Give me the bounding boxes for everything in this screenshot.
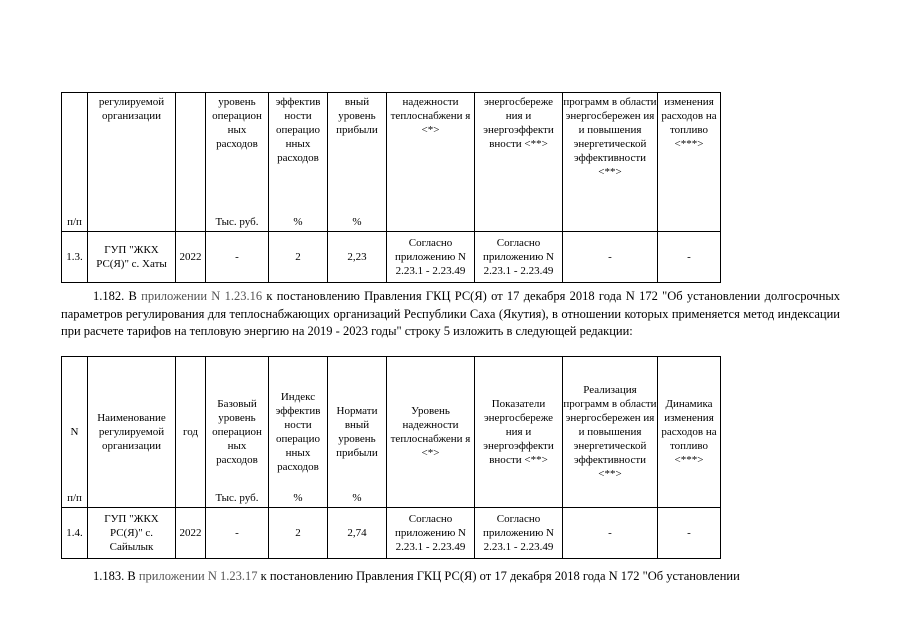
cell-norm: 2,74 bbox=[328, 508, 387, 559]
cell-indicators: Согласно приложению N 2.23.1 - 2.23.49 bbox=[475, 232, 563, 283]
appendix-link[interactable]: приложении N 1.23.16 bbox=[141, 289, 263, 303]
table-row bbox=[62, 508, 721, 559]
header-programs: Реализация программ в области энергосбережен ия и повышения энергетической эффективности <**> bbox=[563, 357, 658, 508]
header-index: Индекс эффектив ности операцио нных расходов % bbox=[269, 357, 328, 508]
header-norm: Нормати вный уровень прибыли % bbox=[328, 357, 387, 508]
header-index: эффектив ности операцио нных расходов % bbox=[269, 93, 328, 232]
cell-index: 2 bbox=[269, 508, 328, 559]
cell-org: ГУП "ЖКХ РС(Я)" с. Сайылык bbox=[88, 508, 176, 559]
cell-reliability: Согласно приложению N 2.23.1 - 2.23.49 bbox=[387, 232, 475, 283]
cell-dynamics: - bbox=[658, 232, 721, 283]
cell-base: - bbox=[206, 508, 269, 559]
amendment-paragraph-1182 bbox=[61, 288, 840, 341]
cell-programs: - bbox=[563, 508, 658, 559]
cell-base: - bbox=[206, 232, 269, 283]
paragraph-prefix: 1.183. В bbox=[93, 569, 136, 583]
cell-dynamics: - bbox=[658, 508, 721, 559]
header-year bbox=[176, 93, 206, 232]
cell-reliability: Согласно приложению N 2.23.1 - 2.23.49 bbox=[387, 508, 475, 559]
amendment-paragraph-1183 bbox=[61, 568, 840, 586]
header-reliability: Уровень надежности теплоснабжени я <*> bbox=[387, 357, 475, 508]
header-norm: вный уровень прибыли % bbox=[328, 93, 387, 232]
paragraph-prefix: 1.182. В bbox=[93, 289, 137, 303]
cell-num: 1.4. bbox=[62, 508, 88, 559]
header-year: год bbox=[176, 357, 206, 508]
cell-org: ГУП "ЖКХ РС(Я)" с. Хаты bbox=[88, 232, 176, 283]
cell-programs: - bbox=[563, 232, 658, 283]
header-org: регулируемой организации bbox=[88, 93, 176, 232]
cell-indicators: Согласно приложению N 2.23.1 - 2.23.49 bbox=[475, 508, 563, 559]
table-row bbox=[62, 232, 721, 283]
cell-num: 1.3. bbox=[62, 232, 88, 283]
header-programs: программ в области энергосбережен ия и повышения энергетической эффективности <**> bbox=[563, 93, 658, 232]
paragraph-text: к постановлению Правления ГКЦ РС(Я) от 17 декабря 2018 года N 172 "Об установлении bbox=[260, 569, 740, 583]
tariff-table-2 bbox=[61, 356, 721, 559]
paragraph-text: к постановлению Правления ГКЦ РС(Я) от 17 декабря 2018 года N 172 "Об установлении долгосрочных параметров регулирования для теплоснабжающих организаций Республики Саха (Якутия), в отношении которых применяется метод индексации при расчете тарифов на тепловую энергию на 2019 - 2023 годы" строку 5 изложить в следующей редакции: bbox=[61, 289, 841, 338]
table-header-row bbox=[62, 93, 721, 232]
header-org: Наименование регулируемой организации bbox=[88, 357, 176, 508]
table-header-row bbox=[62, 357, 721, 508]
cell-index: 2 bbox=[269, 232, 328, 283]
header-num: N п/п bbox=[62, 357, 88, 508]
header-base: уровень операцион ных расходов Тыс. руб. bbox=[206, 93, 269, 232]
header-base: Базовый уровень операцион ных расходов Тыс. руб. bbox=[206, 357, 269, 508]
tariff-table-1 bbox=[61, 92, 721, 283]
appendix-link[interactable]: приложении N 1.23.17 bbox=[138, 569, 258, 583]
cell-norm: 2,23 bbox=[328, 232, 387, 283]
header-reliability: надежности теплоснабжени я <*> bbox=[387, 93, 475, 232]
cell-year: 2022 bbox=[176, 508, 206, 559]
header-dynamics: изменения расходов на топливо <***> bbox=[658, 93, 721, 232]
cell-year: 2022 bbox=[176, 232, 206, 283]
header-indicators: энергосбереже ния и энергоэффекти вности <**> bbox=[475, 93, 563, 232]
header-indicators: Показатели энергосбереже ния и энергоэффекти вности <**> bbox=[475, 357, 563, 508]
header-dynamics: Динамика изменения расходов на топливо <***> bbox=[658, 357, 721, 508]
header-num: п/п bbox=[62, 93, 88, 232]
